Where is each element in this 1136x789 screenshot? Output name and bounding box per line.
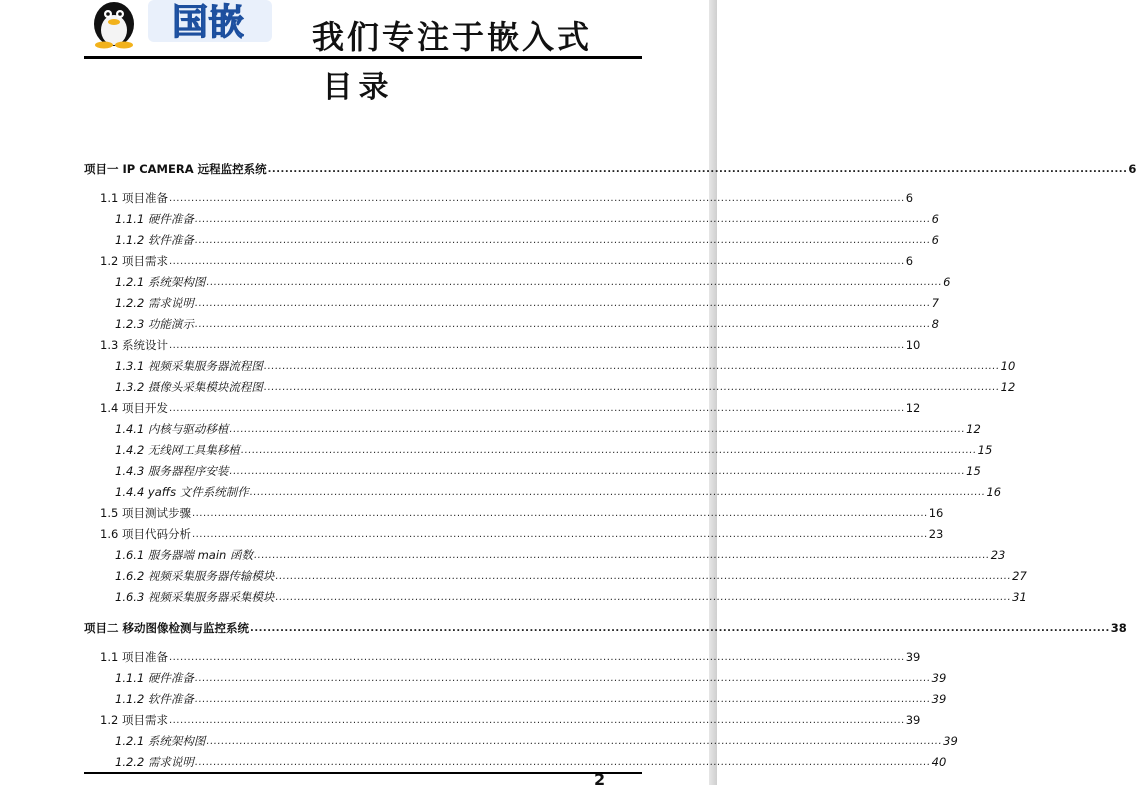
toc-entry[interactable] (115, 294, 939, 310)
toc-leader-dots: ........................................................................................................................................................................................................ (249, 487, 986, 498)
header-rule (84, 56, 642, 59)
footer-text-cutoff (90, 776, 560, 788)
toc-leader-dots: ........................................................................................................................................................................................................ (240, 445, 977, 456)
toc-entry-label: 1.2.1 系统架构图 (115, 275, 206, 289)
toc-leader-dots: ........................................................................................................................................................................................................ (194, 214, 931, 225)
penguin-icon (94, 2, 134, 49)
toc-entry[interactable] (115, 315, 939, 331)
toc-leader-dots: ........................................................................................................................................................................................................ (168, 256, 905, 267)
toc-leader-dots: ........................................................................................................................................................................................................ (267, 164, 1128, 175)
toc-entry-page: 8 (931, 317, 939, 331)
toc-entry-label: 1.6.1 服务器端 main 函数 (115, 548, 253, 562)
toc-leader-dots: ........................................................................................................................................................................................................ (168, 340, 905, 351)
toc-entry-page: 7 (931, 296, 939, 310)
toc-entry[interactable] (115, 462, 981, 478)
toc-entry-page: 31 (1012, 590, 1027, 604)
toc-leader-dots: ........................................................................................................................................................................................................ (253, 550, 990, 561)
toc-entry-page: 23 (928, 527, 944, 541)
logo (84, 0, 274, 48)
toc-entry-page: 15 (977, 443, 993, 457)
page-header (0, 0, 717, 62)
toc-entry[interactable] (100, 336, 921, 352)
toc-entry[interactable] (115, 357, 1016, 373)
toc-entry[interactable] (115, 588, 1027, 604)
toc-entry[interactable] (115, 546, 1006, 562)
toc-entry-label: 1.2 项目需求 (100, 713, 168, 727)
toc-entry[interactable] (100, 711, 921, 727)
toc-entry-label: 1.3.1 视频采集服务器流程图 (115, 359, 263, 373)
toc-leader-dots: ........................................................................................................................................................................................................ (168, 715, 905, 726)
toc-entry[interactable] (100, 399, 921, 415)
toc-entry-page: 6 (905, 254, 914, 268)
toc-leader-dots: ........................................................................................................................................................................................................ (191, 508, 928, 519)
toc-entry-page: 10 (905, 338, 921, 352)
toc-entry-page: 39 (943, 734, 958, 748)
toc-leader-dots: ........................................................................................................................................................................................................ (191, 529, 928, 540)
toc-leader-dots: ........................................................................................................................................................................................................ (263, 361, 1000, 372)
toc-entry-label: 1.2.2 需求说明 (115, 755, 194, 769)
toc-entry-label: 1.4.3 服务器程序安装 (115, 464, 229, 478)
toc-entry-label: 1.4.4 yaffs 文件系统制作 (115, 485, 249, 499)
toc-entry-label: 项目一 IP CAMERA 远程监控系统 (84, 162, 267, 176)
toc-entry-page: 6 (931, 233, 939, 247)
toc-entry-label: 1.3 系统设计 (100, 338, 168, 352)
toc-entry[interactable] (115, 483, 1002, 499)
toc-entry[interactable] (115, 441, 993, 457)
toc-entry-page: 10 (1000, 359, 1016, 373)
toc-leader-dots: ........................................................................................................................................................................................................ (229, 466, 966, 477)
toc-leader-dots: ........................................................................................................................................................................................................ (168, 193, 905, 204)
toc-entry[interactable] (100, 252, 914, 268)
toc-leader-dots: ........................................................................................................................................................................................................ (275, 592, 1012, 603)
toc-entry-page: 23 (990, 548, 1006, 562)
toc-leader-dots: ........................................................................................................................................................................................................ (194, 757, 931, 768)
toc-entry-page: 39 (931, 692, 947, 706)
logo-text: 国嵌 (171, 2, 245, 43)
toc-entry-label: 1.6 项目代码分析 (100, 527, 191, 541)
toc-entry-label: 1.1.1 硬件准备 (115, 212, 194, 226)
toc-leader-dots: ........................................................................................................................................................................................................ (168, 652, 905, 663)
toc-entry[interactable] (100, 504, 944, 520)
page-title: 目录 (322, 70, 395, 105)
toc-entry-label: 项目二 移动图像检测与监控系统 (84, 621, 250, 635)
toc-entry-page: 12 (966, 422, 981, 436)
toc-entry-label: 1.6.3 视频采集服务器采集模块 (115, 590, 275, 604)
toc-entry[interactable] (100, 648, 921, 664)
toc-leader-dots: ........................................................................................................................................................................................................ (229, 424, 966, 435)
toc-entry-page: 6 (943, 275, 951, 289)
toc-entry-page: 38 (1110, 621, 1127, 635)
toc-entry-label: 1.5 项目测试步骤 (100, 506, 191, 520)
toc-entry-page: 39 (905, 650, 921, 664)
toc-leader-dots: ........................................................................................................................................................................................................ (206, 736, 943, 747)
toc-entry[interactable] (115, 690, 947, 706)
toc-leader-dots: ........................................................................................................................................................................................................ (194, 673, 931, 684)
toc-entry-label: 1.1 项目准备 (100, 191, 168, 205)
toc-entry-label: 1.6.2 视频采集服务器传输模块 (115, 569, 275, 583)
toc-entry-label: 1.2.1 系统架构图 (115, 734, 206, 748)
toc-entry-label: 1.1.1 硬件准备 (115, 671, 194, 685)
toc-entry-label: 1.1.2 软件准备 (115, 692, 194, 706)
toc-entry-page: 39 (931, 671, 947, 685)
toc-entry[interactable] (115, 231, 939, 247)
toc-entry[interactable] (115, 378, 1016, 394)
slogan: 我们专注于嵌入式 (312, 18, 593, 56)
toc-entry[interactable] (115, 732, 958, 748)
toc-entry[interactable] (115, 210, 939, 226)
toc-entry[interactable] (100, 189, 914, 205)
page-number: 2 (594, 770, 606, 789)
toc-entry[interactable] (115, 273, 951, 289)
toc-entry-page: 6 (905, 191, 914, 205)
toc-leader-dots: ........................................................................................................................................................................................................ (194, 694, 931, 705)
toc-entry-page: 15 (966, 464, 981, 478)
footer-rule (84, 772, 642, 774)
toc-entry-page: 39 (905, 713, 921, 727)
toc-leader-dots: ........................................................................................................................................................................................................ (275, 571, 1012, 582)
toc-entry-page: 40 (931, 755, 947, 769)
toc-entry-page: 12 (1000, 380, 1016, 394)
toc-entry-page: 6 (931, 212, 939, 226)
toc-entry-label: 1.2.2 需求说明 (115, 296, 194, 310)
toc-leader-dots: ........................................................................................................................................................................................................ (194, 319, 931, 330)
toc-entry-label: 1.1.2 软件准备 (115, 233, 194, 247)
toc-entry[interactable] (115, 567, 1027, 583)
toc-entry-page: 27 (1012, 569, 1027, 583)
toc-entry-label: 1.4 项目开发 (100, 401, 168, 415)
toc-entry-label: 1.4.1 内核与驱动移植 (115, 422, 229, 436)
toc-entry[interactable] (115, 753, 947, 769)
toc-entry-page: 16 (986, 485, 1002, 499)
toc-entry-page: 16 (928, 506, 944, 520)
toc-entry-label: 1.4.2 无线网工具集移植 (115, 443, 240, 457)
toc-entry[interactable] (100, 525, 944, 541)
toc-entry[interactable] (84, 619, 1127, 635)
toc-leader-dots: ........................................................................................................................................................................................................ (250, 623, 1110, 634)
toc-leader-dots: ........................................................................................................................................................................................................ (206, 277, 943, 288)
toc-entry-label: 1.1 项目准备 (100, 650, 168, 664)
toc-leader-dots: ........................................................................................................................................................................................................ (194, 298, 931, 309)
toc-entry[interactable] (84, 160, 1136, 176)
toc-entry-page: 12 (905, 401, 921, 415)
toc-leader-dots: ........................................................................................................................................................................................................ (263, 382, 1000, 393)
toc-entry[interactable] (115, 420, 981, 436)
toc-entry-label: 1.2.3 功能演示 (115, 317, 194, 331)
toc-entry-label: 1.2 项目需求 (100, 254, 168, 268)
toc-entry[interactable] (115, 669, 947, 685)
toc-entry-page: 6 (1128, 162, 1136, 176)
toc-entry-label: 1.3.2 摄像头采集模块流程图 (115, 380, 263, 394)
toc-leader-dots: ........................................................................................................................................................................................................ (168, 403, 905, 414)
toc-leader-dots: ........................................................................................................................................................................................................ (194, 235, 931, 246)
